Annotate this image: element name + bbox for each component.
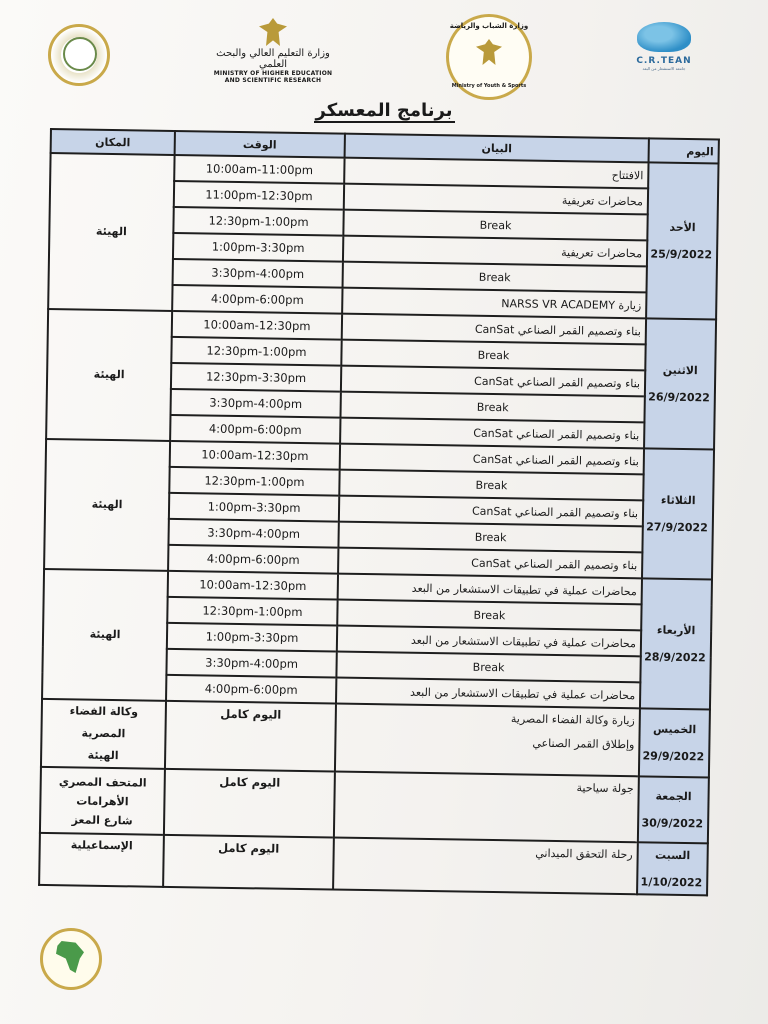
activity-line: زيارة وكالة الفضاء المصرية [510, 712, 635, 728]
day-name: الأحد [669, 220, 696, 235]
eagle-emblem-icon [259, 18, 287, 46]
activity-cell: بناء وتصميم القمر الصناعي CanSat [342, 314, 646, 345]
place-cell [44, 439, 170, 571]
time-cell: 3:30pm-4:00pm [168, 519, 338, 548]
time-cell: 4:00pm-6:00pm [166, 675, 336, 704]
place-line: الهيئة [91, 497, 123, 512]
time-cell: 12:30pm-3:30pm [171, 363, 341, 392]
header-description: البيان [345, 134, 649, 163]
place-cell [48, 153, 174, 311]
activity-cell: محاضرات عملية في تطبيقات الاستشعار من البعد [337, 626, 641, 657]
mohe-arabic-name: وزارة التعليم العالي والبحث العلمي [216, 48, 330, 70]
activity-cell: محاضرات تعريفية [343, 236, 647, 267]
place-line: شارع المعز [71, 812, 133, 827]
day-cell [638, 776, 709, 843]
activity-cell: الافتتاح [344, 158, 648, 189]
time-cell: 12:30pm-1:00pm [171, 337, 341, 366]
activity-cell: بناء وتصميم القمر الصناعي CanSat [341, 366, 645, 397]
place-cell [42, 569, 168, 701]
time-cell: 10:00am-11:00pm [174, 155, 344, 184]
place-line: الهيئة [93, 367, 125, 382]
activity-cell: Break [339, 470, 643, 501]
schedule-table-wrapper [38, 128, 718, 896]
activity-cell: Break [337, 600, 641, 631]
activity-cell: محاضرات عملية في تطبيقات الاستشعار من البعد [336, 678, 640, 709]
header-time: الوقت [175, 131, 345, 158]
place-line: الهيئة [87, 748, 119, 763]
time-cell: 10:00am-12:30pm [172, 311, 342, 340]
page-title-text: برنامج المعسكر [315, 100, 453, 121]
day-cell [644, 318, 716, 449]
table-row [39, 833, 708, 895]
activity-line: جولة سياحية [576, 781, 634, 796]
time-cell: 4:00pm-6:00pm [168, 545, 338, 574]
header-logos [0, 14, 768, 94]
time-cell: 4:00pm-6:00pm [172, 285, 342, 314]
youth-arabic-name: وزارة الشباب والرياضة [449, 22, 529, 30]
activity-line: رحلة التحقق الميداني [535, 846, 633, 862]
table-row [41, 699, 710, 777]
activity-cell: بناء وتصميم القمر الصناعي CanSat [339, 496, 643, 527]
time-cell: اليوم كامل [165, 701, 336, 772]
ministry-higher-education-logo [210, 18, 336, 84]
table-row [40, 767, 709, 843]
time-cell: 10:00am-12:30pm [170, 441, 340, 470]
day-date: 27/9/2022 [646, 520, 708, 535]
time-cell: اليوم كامل [163, 835, 334, 890]
place-cell [39, 833, 164, 887]
place-cell [46, 309, 172, 441]
day-name: الاثنين [662, 363, 698, 378]
african-union-emblem-icon [40, 928, 102, 990]
place-line: المتحف المصري [58, 774, 147, 790]
time-cell: اليوم كامل [164, 769, 335, 838]
crtean-name: C.R.TEAN [636, 56, 692, 66]
activity-cell: محاضرات عملية في تطبيقات الاستشعار من البعد [338, 574, 642, 605]
activity-cell: زيارة NARSS VR ACADEMY [342, 288, 646, 319]
activity-cell [334, 772, 639, 843]
activity-cell: بناء وتصميم القمر الصناعي CanSat [340, 418, 644, 449]
activity-cell: بناء وتصميم القمر الصناعي CanSat [340, 444, 644, 475]
day-cell [646, 162, 718, 319]
place-line: الهيئة [95, 224, 127, 239]
activity-cell: Break [343, 262, 647, 293]
time-cell: 1:00pm-3:30pm [169, 493, 339, 522]
place-line: الهيئة [89, 627, 121, 642]
activity-line: وإطلاق القمر الصناعي [532, 736, 635, 752]
schedule-table [38, 128, 720, 896]
page-title [0, 100, 768, 121]
day-cell [637, 842, 708, 895]
place-cell [41, 699, 166, 769]
place-line: وكالة الفضاء المصرية [69, 704, 139, 741]
activity-cell: Break [340, 392, 644, 423]
activity-cell: Break [338, 522, 642, 553]
activity-cell: محاضرات تعريفية [344, 184, 648, 215]
time-cell: 4:00pm-6:00pm [170, 415, 340, 444]
header-day: اليوم [649, 138, 719, 163]
day-name: الجمعة [655, 789, 692, 804]
day-name: الأربعاء [656, 623, 696, 638]
mohe-english-name: MINISTRY OF HIGHER EDUCATION AND SCIENTIFIC RESEARCH [213, 70, 333, 84]
youth-english-name: Ministry of Youth & Sports [451, 83, 527, 89]
day-date: 29/9/2022 [642, 749, 705, 764]
globe-icon [637, 22, 691, 52]
activity-cell: Break [336, 652, 640, 683]
time-cell: 12:30pm-1:00pm [173, 207, 343, 236]
day-date: 1/10/2022 [640, 875, 703, 890]
activity-cell [333, 838, 638, 895]
crtean-subtitle: جامعة الاستشعار من البعد [642, 66, 686, 71]
time-cell: 12:30pm-1:00pm [169, 467, 339, 496]
time-cell: 3:30pm-4:00pm [166, 649, 336, 678]
institute-seal-logo [48, 24, 110, 86]
day-name: السبت [654, 848, 691, 863]
day-cell [640, 578, 712, 709]
time-cell: 10:00am-12:30pm [168, 571, 338, 600]
place-cell [40, 767, 165, 835]
header-place: المكان [51, 129, 175, 155]
time-cell: 3:30pm-4:00pm [171, 389, 341, 418]
day-date: 30/9/2022 [641, 816, 704, 831]
day-cell [639, 708, 710, 777]
africa-map-icon [56, 941, 84, 973]
activity-cell: Break [343, 210, 647, 241]
activity-cell [335, 704, 640, 777]
place-line: الإسماعيلية [70, 838, 133, 853]
time-cell: 3:30pm-4:00pm [173, 259, 343, 288]
day-date: 28/9/2022 [644, 650, 706, 665]
time-cell: 11:00pm-12:30pm [174, 181, 344, 210]
time-cell: 1:00pm-3:30pm [173, 233, 343, 262]
day-name: الخميس [652, 722, 697, 737]
eagle-emblem-icon [476, 39, 502, 65]
ministry-youth-logo [446, 14, 532, 100]
crtean-logo [628, 22, 700, 71]
time-cell: 12:30pm-1:00pm [167, 597, 337, 626]
time-cell: 1:00pm-3:30pm [167, 623, 337, 652]
day-date: 25/9/2022 [650, 247, 713, 262]
activity-cell: Break [341, 340, 645, 371]
day-cell [642, 448, 714, 579]
activity-cell: بناء وتصميم القمر الصناعي CanSat [338, 548, 642, 579]
day-name: الثلاثاء [660, 493, 696, 508]
day-date: 26/9/2022 [648, 390, 710, 405]
place-line: الأهرامات [76, 793, 129, 808]
